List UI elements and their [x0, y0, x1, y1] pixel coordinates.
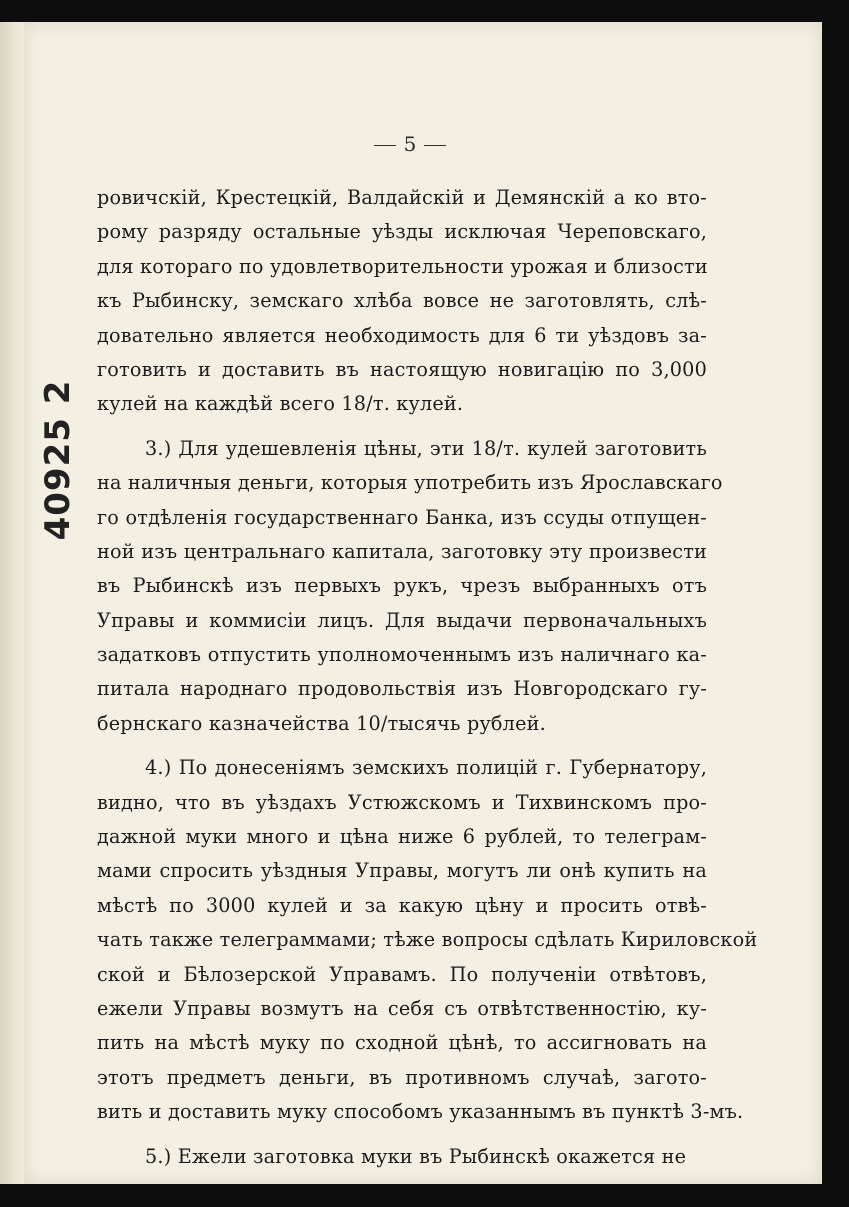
- paragraph-gap: [97, 741, 707, 751]
- text-line: Управы и коммисіи лицъ. Для выдачи первоначальныхъ: [97, 608, 707, 632]
- text-line: довательно является необходимость для 6 ти уѣздовъ за-: [97, 323, 707, 347]
- page-number-dash-right: [424, 145, 446, 146]
- text-line: питала народнаго продовольствія изъ Новгородскаго гу-: [97, 677, 707, 701]
- paragraph-p3: [97, 432, 723, 742]
- text-line: для котораго по удовлетворительности урожая и близости: [97, 254, 708, 278]
- text-line: 4.) По донесеніямъ земскихъ полицій г. Губернатору,: [145, 756, 707, 780]
- paragraph-p-continued: [97, 181, 707, 422]
- archive-handwritten-number: 40925 2: [38, 379, 78, 541]
- text-line: бернскаго казначейства 10/тысячь рублей.: [97, 711, 546, 735]
- text-line: къ Рыбинску, земскаго хлѣба вовсе не заготовлять, слѣ-: [97, 289, 707, 313]
- page-number-dash-left: [374, 145, 396, 146]
- page-number: [340, 132, 480, 156]
- paragraph-gap: [97, 1130, 707, 1140]
- text-line: чать также телеграммами; тѣже вопросы сдѣлать Кириловской: [97, 928, 758, 952]
- text-line: пить на мѣстѣ муку по сходной цѣнѣ, то ассигновать на: [97, 1031, 707, 1055]
- text-line: мѣстѣ по 3000 кулей и за какую цѣну и просить отвѣ-: [97, 893, 707, 917]
- paragraph-gap: [97, 422, 707, 432]
- text-line: этотъ предметъ деньги, въ противномъ случаѣ, загото-: [97, 1065, 707, 1089]
- text-line: 3.) Для удешевленія цѣны, эти 18/т. кулей заготовить: [145, 436, 707, 460]
- text-line: задатковъ отпустить уполномоченнымъ изъ наличнаго ка-: [97, 643, 707, 667]
- text-line: видно, что въ уѣздахъ Устюжскомъ и Тихвинскомъ про-: [97, 790, 707, 814]
- text-line: 5.) Ежели заготовка муки въ Рыбинскѣ окажется не: [145, 1144, 687, 1168]
- text-line: готовить и доставить въ настоящую новигацію по 3,000: [97, 357, 707, 381]
- text-line: ровичскій, Крестецкій, Валдайскій и Демянскій а ко вто-: [97, 186, 707, 209]
- text-line: го отдѣленія государственнаго Банка, изъ ссуды отпущен-: [97, 505, 707, 529]
- document-body: [97, 181, 758, 1174]
- text-line: кулей на каждѣй всего 18/т. кулей.: [97, 392, 464, 416]
- text-line: ной изъ центральнаго капитала, заготовку эту произвести: [97, 539, 707, 563]
- text-line: ежели Управы возмутъ на себя съ отвѣтственностію, ку-: [97, 996, 707, 1020]
- text-line: дажной муки много и цѣна ниже 6 рублей, то телеграм-: [97, 825, 707, 849]
- text-line: мами спросить уѣздныя Управы, могутъ ли онѣ купить на: [97, 859, 707, 883]
- paragraph-p4: [97, 751, 758, 1129]
- text-line: вить и доставить муку способомъ указаннымъ въ пунктѣ 3-мъ.: [97, 1100, 744, 1124]
- text-line: на наличныя деньги, которыя употребить изъ Ярославскаго: [97, 471, 723, 495]
- text-line: ской и Бѣлозерской Управамъ. По полученіи отвѣтовъ,: [97, 962, 707, 986]
- text-line: рому разряду остальные уѣзды исключая Череповскаго,: [97, 220, 707, 244]
- paragraph-p5: [97, 1140, 707, 1174]
- page-number-value: 5: [403, 132, 417, 156]
- text-line: въ Рыбинскѣ изъ первыхъ рукъ, чрезъ выбранныхъ отъ: [97, 574, 707, 598]
